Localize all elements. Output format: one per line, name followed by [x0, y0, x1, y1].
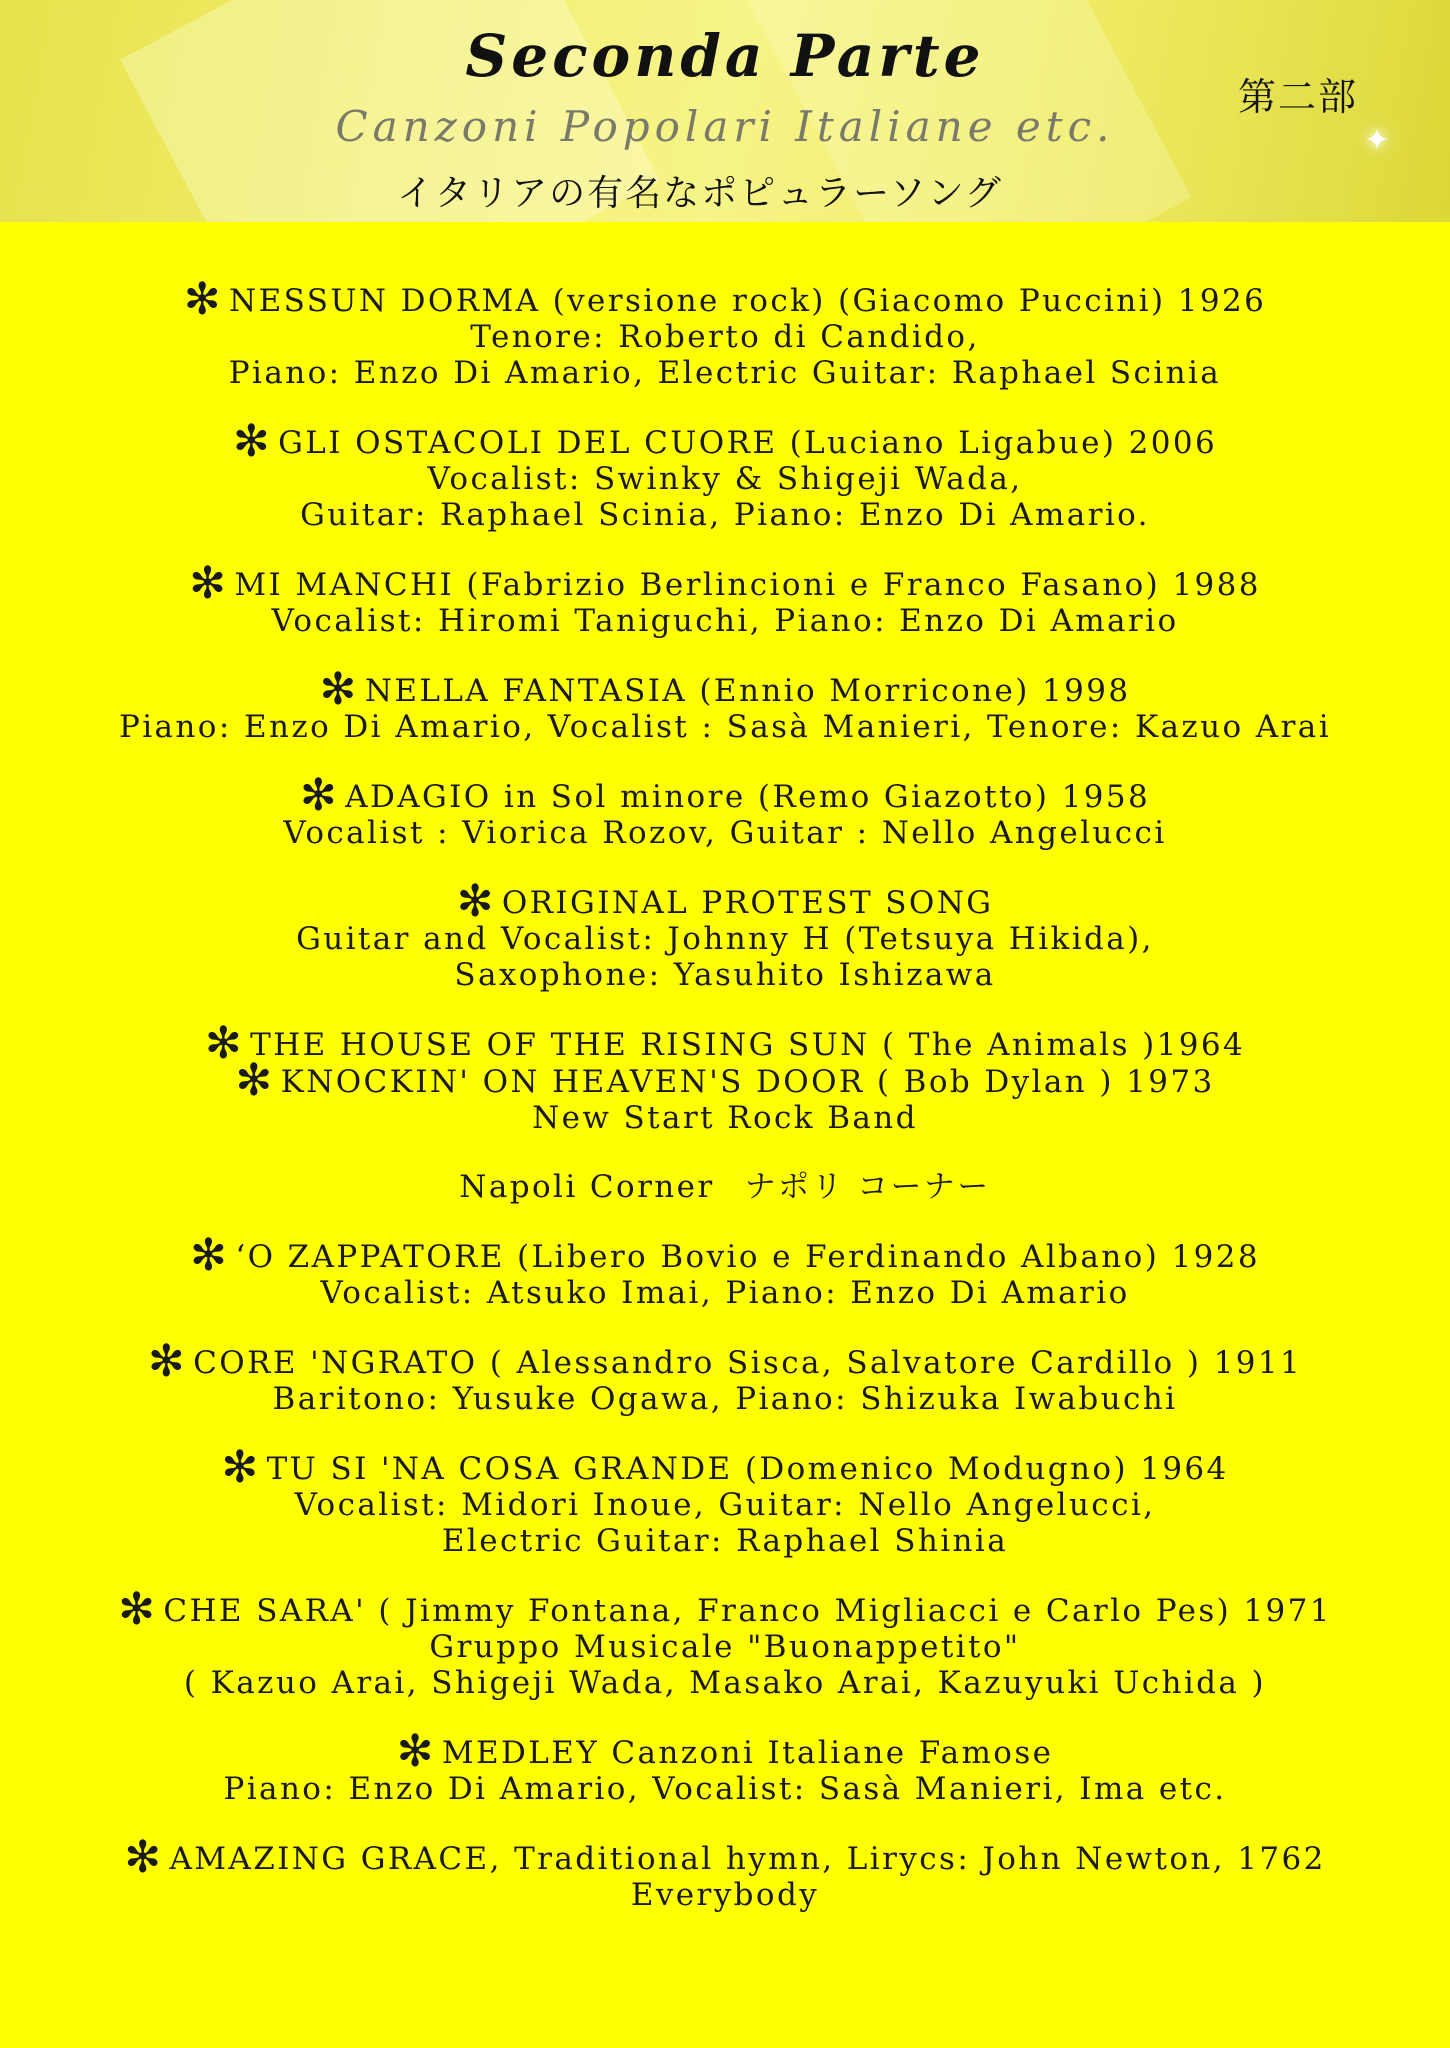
program-entry — [0, 416, 1450, 533]
program-entry — [0, 1584, 1450, 1701]
entry-title: ‘O ZAPPATORE (Libero Bovio e Ferdinando Albano) 1928 — [235, 1239, 1260, 1275]
program-entry — [0, 1726, 1450, 1807]
entry-title-line — [0, 1584, 1450, 1635]
program-list — [0, 274, 1450, 1946]
header-banner — [0, 0, 1450, 222]
entry-title: MEDLEY Canzoni Italiane Famose — [441, 1735, 1054, 1771]
entry-title-line — [0, 1018, 1450, 1069]
entry-performers: New Start Rock Band — [532, 1100, 918, 1136]
asterisk-bullet-icon: ✻ — [124, 1832, 164, 1883]
asterisk-bullet-icon: ✻ — [456, 876, 496, 927]
page-subtitle: Canzoni Popolari Italiane etc. — [335, 102, 1115, 151]
entry-performers: Guitar and Vocalist: Johnny H (Tetsuya Hikida), — [296, 921, 1154, 957]
entry-title-line — [0, 1336, 1450, 1387]
entry-performers: Electric Guitar: Raphael Shinia — [441, 1523, 1009, 1559]
entry-title: KNOCKIN' ON HEAVEN'S DOOR ( Bob Dylan ) 1973 — [280, 1064, 1215, 1100]
entry-performers: Vocalist: Atsuko Imai, Piano: Enzo Di Amario — [320, 1275, 1130, 1311]
asterisk-bullet-icon: ✻ — [232, 416, 273, 467]
asterisk-bullet-icon: ✻ — [235, 1055, 275, 1106]
entry-title: ORIGINAL PROTEST SONG — [501, 885, 994, 921]
entry-performers: Tenore: Roberto di Candido, — [470, 319, 980, 355]
entry-performers: ( Kazuo Arai, Shigeji Wada, Masako Arai, Kazuyuki Uchida ) — [183, 1665, 1267, 1701]
program-entry — [0, 274, 1450, 391]
entry-title: TU SI 'NA COSA GRANDE (Domenico Modugno) 1964 — [266, 1451, 1229, 1487]
entry-title-line — [0, 274, 1450, 325]
entry-performers: Piano: Enzo Di Amario, Electric Guitar: Raphael Scinia — [228, 355, 1222, 391]
asterisk-bullet-icon: ✻ — [183, 274, 224, 325]
entry-title: AMAZING GRACE, Traditional hymn, Lirycs: John Newton, 1762 — [169, 1841, 1326, 1877]
entry-performers: Vocalist : Viorica Rozov, Guitar : Nello Angelucci — [283, 815, 1167, 851]
entry-performers: Gruppo Musicale "Buonappetito" — [429, 1629, 1021, 1665]
asterisk-bullet-icon: ✻ — [118, 1584, 158, 1635]
program-entry — [0, 770, 1450, 851]
asterisk-bullet-icon: ✻ — [204, 1018, 245, 1069]
entry-title-line — [0, 1442, 1450, 1493]
entry-title: NESSUN DORMA (versione rock) (Giacomo Puccini) 1926 — [229, 283, 1267, 319]
entry-title: CHE SARA' ( Jimmy Fontana, Franco Migliacci e Carlo Pes) 1971 — [163, 1593, 1332, 1629]
entry-performers: Vocalist: Hiromi Taniguchi, Piano: Enzo Di Amario — [271, 603, 1179, 639]
entry-performers: Baritono: Yusuke Ogawa, Piano: Shizuka Iwabuchi — [272, 1381, 1178, 1417]
program-entry — [0, 1832, 1450, 1913]
entry-performers: Vocalist: Swinky & Shigeji Wada, — [427, 461, 1023, 497]
entry-performers: Piano: Enzo Di Amario, Vocalist: Sasà Manieri, Ima etc. — [223, 1771, 1227, 1807]
entry-performers: Vocalist: Midori Inoue, Guitar: Nello Angelucci, — [294, 1487, 1156, 1523]
entry-title-line — [0, 876, 1450, 927]
program-entry — [0, 1018, 1450, 1136]
entry-title: CORE 'NGRATO ( Alessandro Sisca, Salvatore Cardillo ) 1911 — [193, 1345, 1303, 1381]
entry-title: THE HOUSE OF THE RISING SUN ( The Animals )1964 — [250, 1027, 1246, 1063]
asterisk-bullet-icon: ✻ — [319, 664, 359, 715]
program-entry — [0, 1230, 1450, 1311]
asterisk-bullet-icon: ✻ — [189, 558, 229, 609]
program-entry — [0, 1442, 1450, 1559]
japanese-title: イタリアの有名なポピュラーソング — [397, 173, 1003, 214]
program-entry — [0, 1336, 1450, 1417]
program-entry — [0, 558, 1450, 639]
asterisk-bullet-icon: ✻ — [396, 1726, 436, 1777]
asterisk-bullet-icon: ✻ — [190, 1230, 230, 1281]
entry-performers: Guitar: Raphael Scinia, Piano: Enzo Di Amario. — [300, 497, 1150, 533]
entry-title-line — [0, 664, 1450, 715]
entry-title: GLI OSTACOLI DEL CUORE (Luciano Ligabue) 2006 — [278, 425, 1218, 461]
program-entry — [0, 664, 1450, 745]
entry-title: MI MANCHI (Fabrizio Berlincioni e Franco Fasano) 1988 — [234, 567, 1261, 603]
entry-performers: Saxophone: Yasuhito Ishizawa — [454, 957, 996, 993]
entry-performers: Everybody — [630, 1877, 820, 1913]
entry-title-line — [0, 1230, 1450, 1281]
napoli-corner-japanese: ナポリ コーナー — [744, 1169, 991, 1205]
page-title: Seconda Parte — [465, 22, 985, 90]
entry-title-line — [0, 1726, 1450, 1777]
entry-title-line — [0, 416, 1450, 467]
napoli-corner-heading — [0, 1169, 1450, 1205]
asterisk-bullet-icon: ✻ — [299, 770, 340, 821]
entry-title-line — [0, 770, 1450, 821]
asterisk-bullet-icon: ✻ — [221, 1442, 261, 1493]
entry-title: NELLA FANTASIA (Ennio Morricone) 1998 — [364, 673, 1131, 709]
napoli-corner-label: Napoli Corner — [459, 1169, 715, 1205]
asterisk-bullet-icon: ✻ — [147, 1336, 188, 1387]
sparkle-icon: ✦ — [1364, 123, 1390, 158]
entry-title-line — [0, 1832, 1450, 1883]
entry-performers: Piano: Enzo Di Amario, Vocalist : Sasà Manieri, Tenore: Kazuo Arai — [118, 709, 1332, 745]
entry-title: ADAGIO in Sol minore (Remo Giazotto) 1958 — [345, 779, 1151, 815]
entry-title-line — [0, 558, 1450, 609]
part-label: 第二部 — [1238, 75, 1359, 119]
program-entry — [0, 876, 1450, 993]
